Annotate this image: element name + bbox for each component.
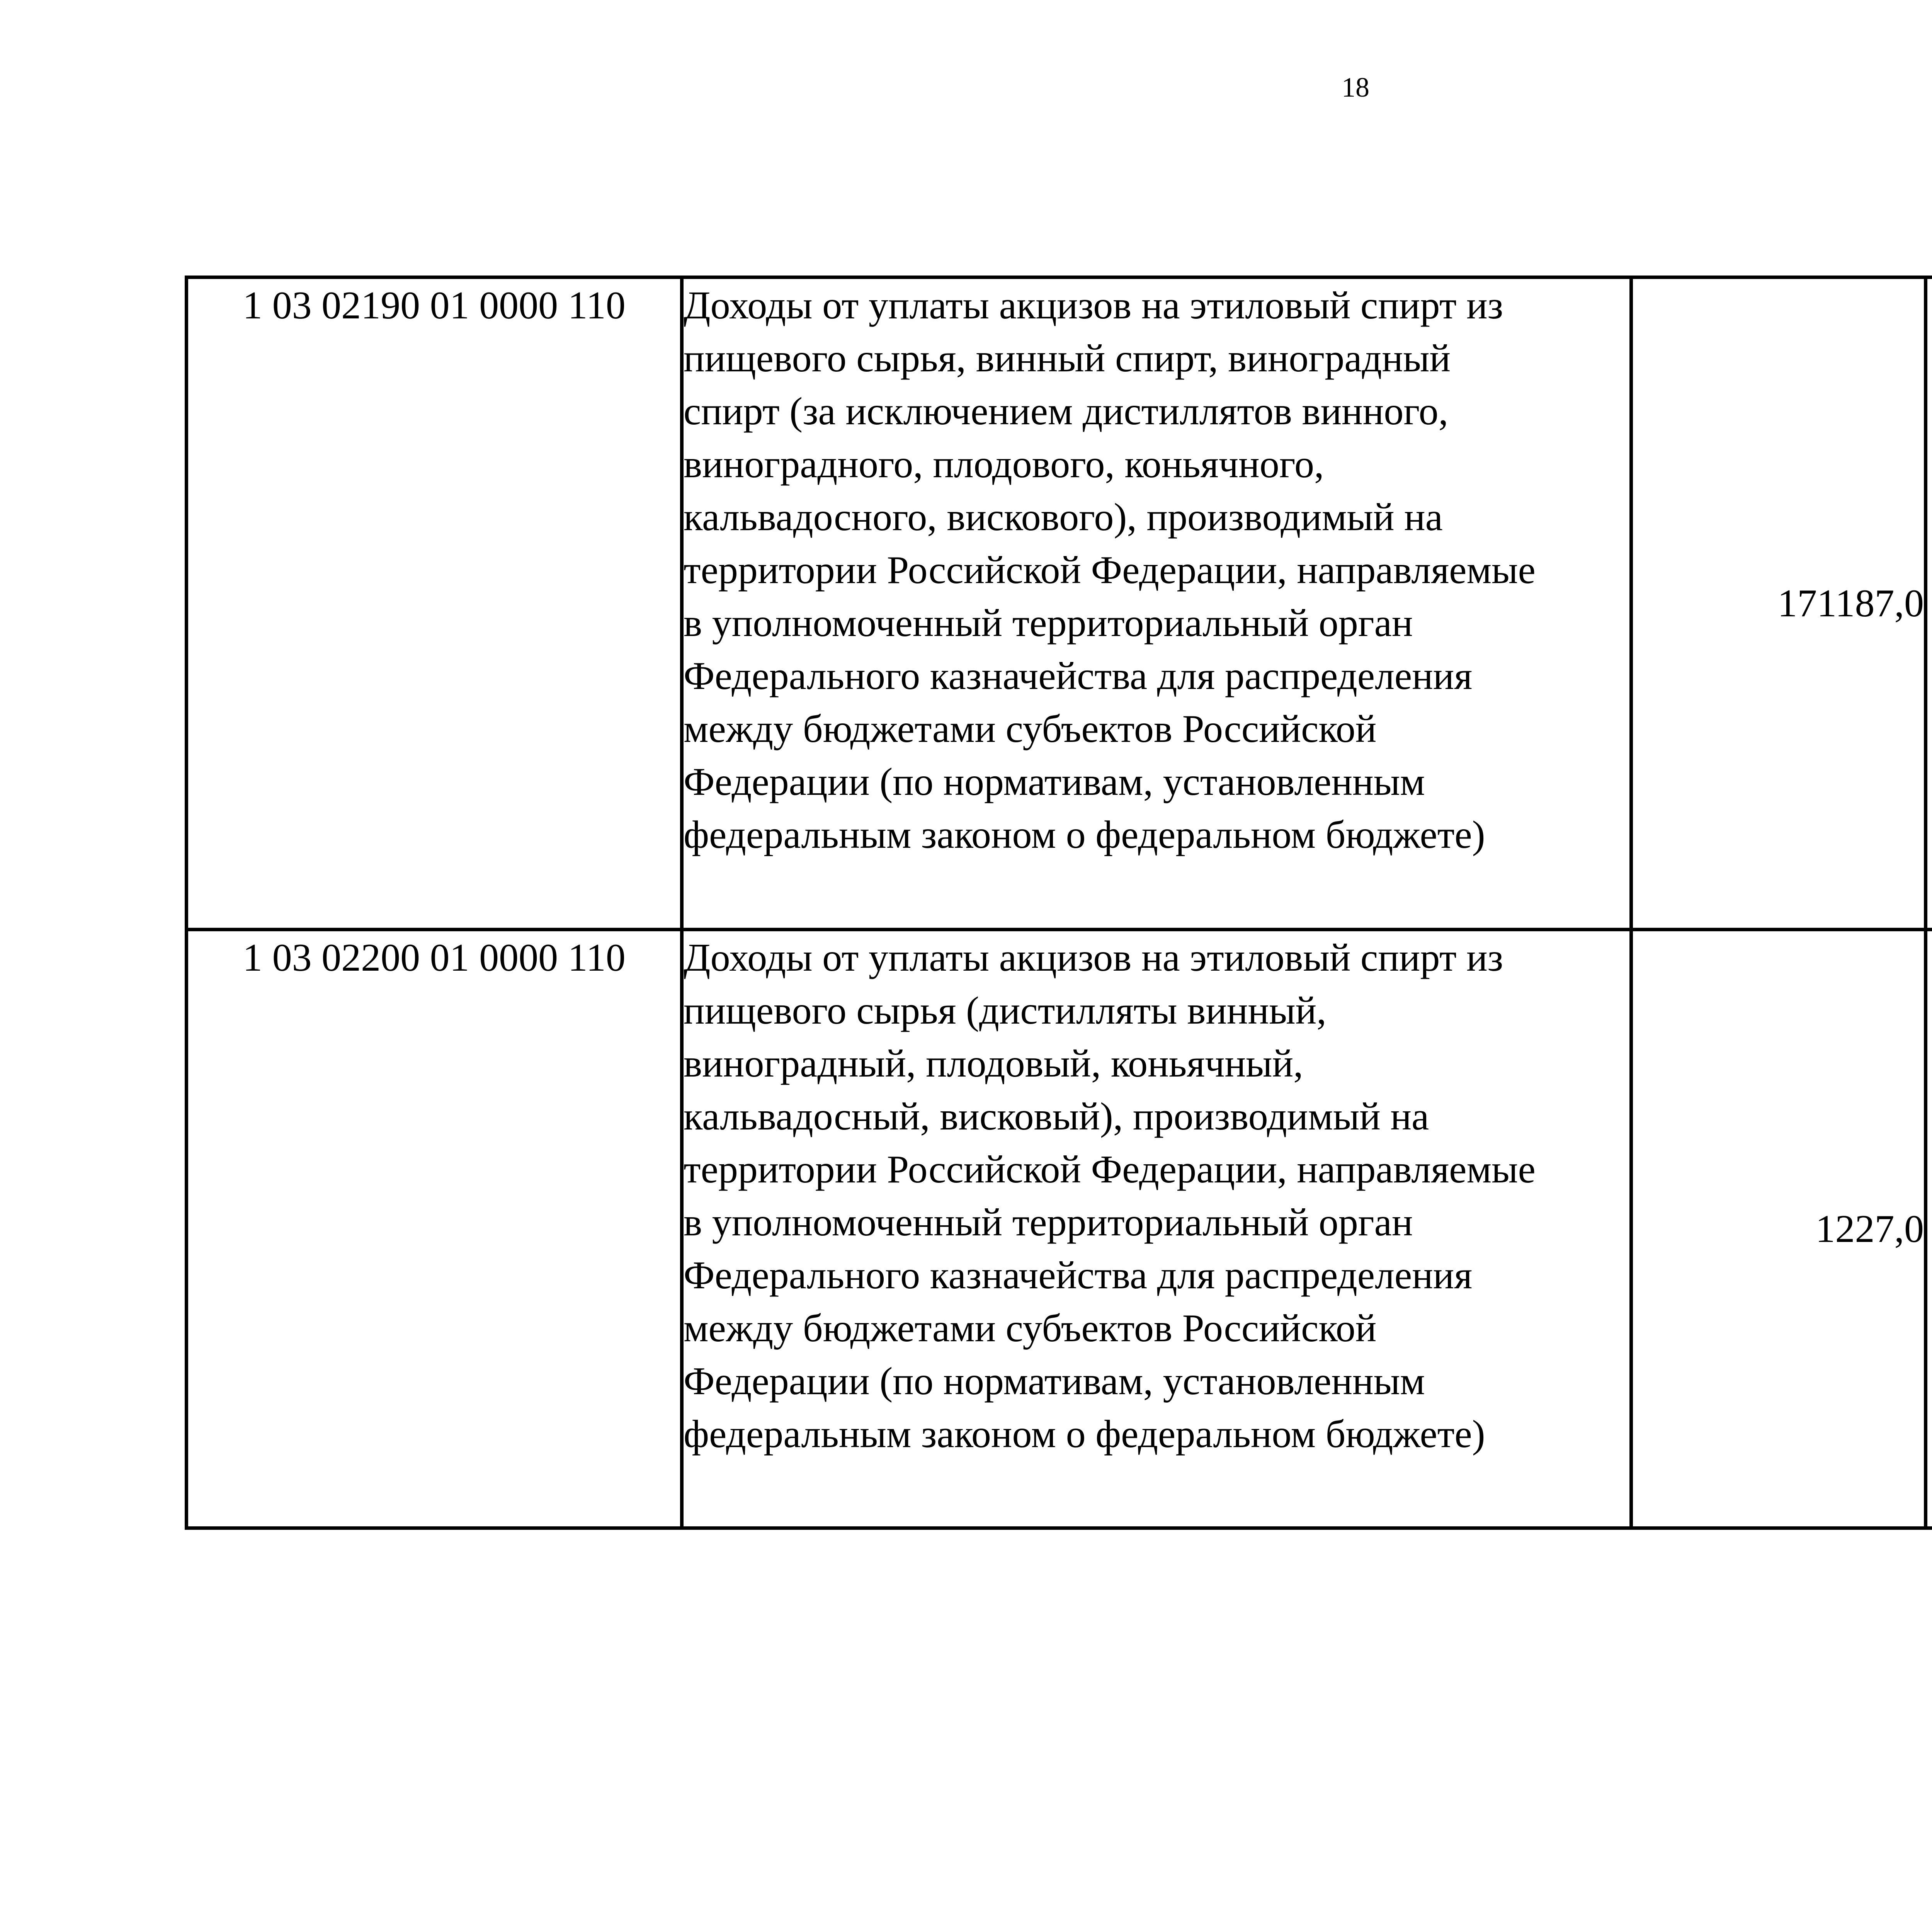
description-line: Федерации (по нормативам, установленным xyxy=(684,760,1425,804)
description-line: территории Российской Федерации, направляемые xyxy=(684,1148,1536,1191)
amount-year-2 xyxy=(1926,277,1932,930)
description-line: Федерального казначейства для распределения xyxy=(684,1254,1473,1297)
description-line: спирт (за исключением дистиллятов винного, xyxy=(684,390,1449,433)
description-line: федеральным законом о федеральном бюджете) xyxy=(684,1412,1485,1456)
description-line: Федерации (по нормативам, установленным xyxy=(684,1359,1425,1403)
description-line: кальвадосный, висковый), производимый на xyxy=(684,1095,1429,1138)
description-line: территории Российской Федерации, направляемые xyxy=(684,548,1536,592)
description-line: между бюджетами субъектов Российской xyxy=(684,707,1377,751)
description-line: Федерального казначейства для распределения xyxy=(684,654,1473,698)
description-line: виноградный, плодовый, коньячный, xyxy=(684,1042,1303,1085)
description-line: между бюджетами субъектов Российской xyxy=(684,1306,1377,1350)
page-number: 18 xyxy=(1342,72,1369,103)
amount-year-1: 171187,0 xyxy=(1631,277,1926,930)
table-row xyxy=(187,277,1932,930)
description-line: Доходы от уплаты акцизов на этиловый спирт из xyxy=(684,936,1503,980)
amount-year-2 xyxy=(1926,930,1932,1528)
description-line: в уполномоченный территориальный орган xyxy=(684,601,1413,645)
description-line: пищевого сырья, винный спирт, виноградный xyxy=(684,337,1451,380)
description-line: Доходы от уплаты акцизов на этиловый спирт из xyxy=(684,284,1503,327)
description-line: федеральным законом о федеральном бюджете) xyxy=(684,813,1485,857)
description-line: пищевого сырья (дистилляты винный, xyxy=(684,989,1327,1032)
revenue-description xyxy=(682,277,1631,930)
revenue-table xyxy=(185,276,1932,1530)
budget-classification-code: 1 03 02200 01 0000 110 xyxy=(187,930,682,1528)
description-line: кальвадосного, вискового), производимый на xyxy=(684,495,1443,539)
revenue-description xyxy=(682,930,1631,1528)
budget-classification-code: 1 03 02190 01 0000 110 xyxy=(187,277,682,930)
table-row xyxy=(187,930,1932,1528)
description-line: в уполномоченный территориальный орган xyxy=(684,1201,1413,1244)
amount-year-1: 1227,0 xyxy=(1631,930,1926,1528)
description-line: виноградного, плодового, коньячного, xyxy=(684,442,1324,486)
